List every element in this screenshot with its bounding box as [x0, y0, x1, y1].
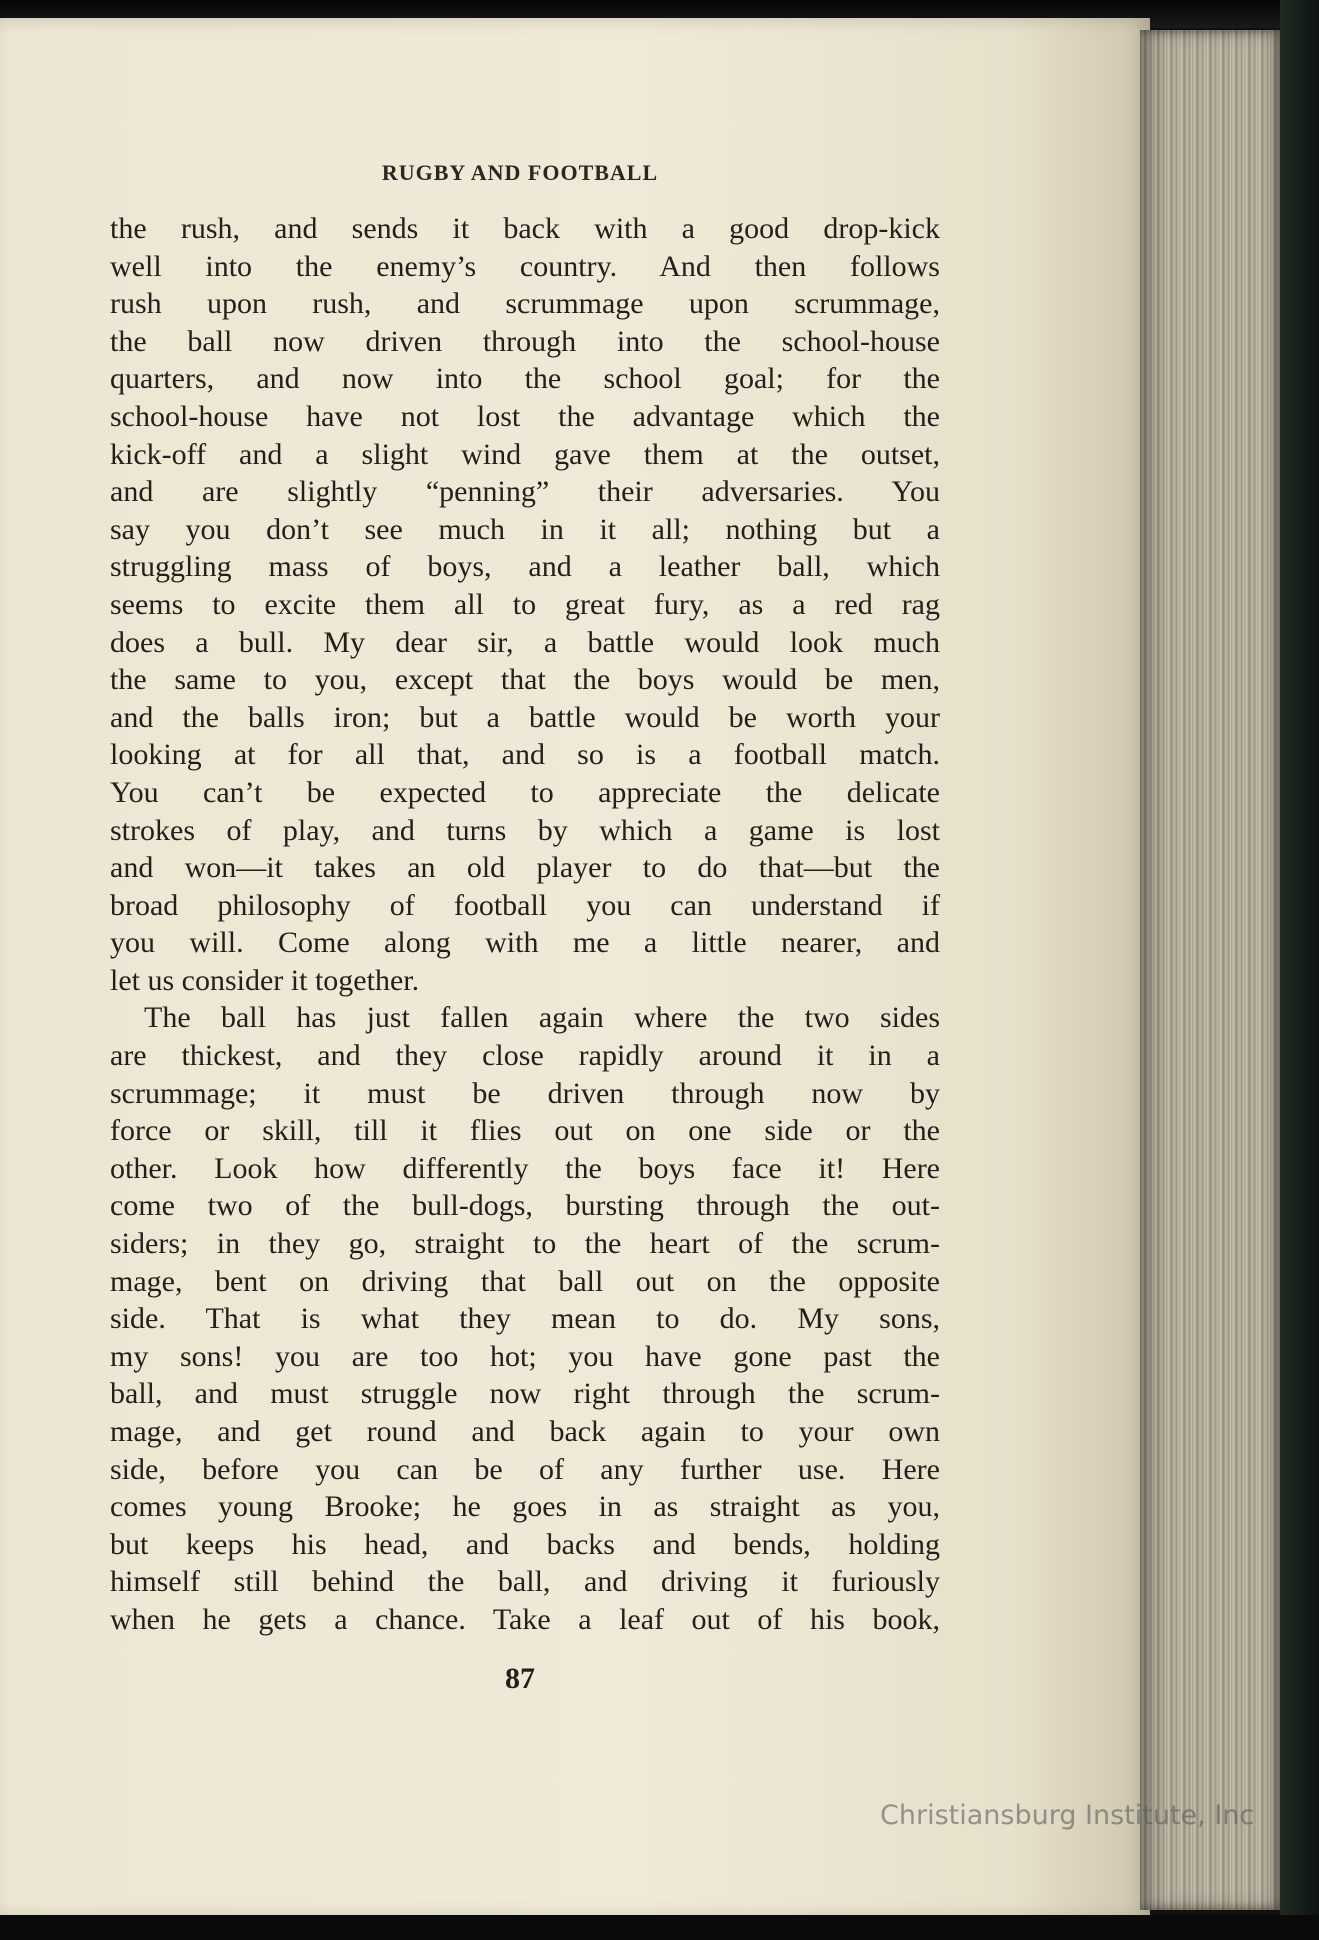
text-line: well into the enemy’s country. And then follows — [110, 249, 940, 283]
text-line: The ball has just fallen again where the two sides — [144, 1001, 940, 1035]
text-line: does a bull. My dear sir, a battle would look much — [110, 625, 940, 659]
text-line: the rush, and sends it back with a good drop-kick — [110, 212, 940, 245]
page-edges — [1140, 30, 1280, 1910]
text-line: side, before you can be of any further use. Here — [110, 1452, 940, 1486]
text-line: mage, bent on driving that ball out on the opposite — [110, 1264, 940, 1298]
text-line: let us consider it together. — [110, 963, 420, 997]
text-line: and the balls iron; but a battle would be worth your — [110, 700, 940, 734]
text-line: mage, and get round and back again to your own — [110, 1415, 940, 1448]
text-line: you will. Come along with me a little nearer, and — [110, 926, 940, 960]
text-line: quarters, and now into the school goal; for the — [110, 362, 940, 396]
text-line: ball, and must struggle now right through the scrum- — [110, 1377, 940, 1411]
text-line: come two of the bull-dogs, bursting through the out- — [110, 1189, 940, 1223]
text-line: kick-off and a slight wind gave them at the outset, — [110, 437, 940, 471]
page-number: 87 — [505, 1662, 535, 1695]
running-head: RUGBY AND FOOTBALL — [381, 160, 659, 185]
text-line: and won—it takes an old player to do that—but the — [110, 851, 940, 885]
book-cover-edge — [1280, 0, 1319, 1940]
text-line: and are slightly “penning” their adversaries. You — [110, 475, 940, 509]
text-line: force or skill, till it flies out on one side or the — [110, 1114, 940, 1148]
text-line: the same to you, except that the boys would be men, — [110, 663, 940, 697]
text-line: are thickest, and they close rapidly around it in a — [110, 1039, 940, 1073]
text-line: siders; in they go, straight to the heart of the scrum- — [110, 1227, 940, 1261]
text-line: broad philosophy of football you can understand if — [110, 888, 940, 922]
text-line: when he gets a chance. Take a leaf out of his book, — [110, 1602, 940, 1636]
text-line: my sons! you are too hot; you have gone past the — [110, 1339, 940, 1373]
text-line: himself still behind the ball, and driving it furiously — [110, 1565, 940, 1599]
text-line: comes young Brooke; he goes in as straight as you, — [110, 1490, 940, 1524]
text-line: but keeps his head, and backs and bends, holding — [110, 1527, 940, 1561]
text-line: looking at for all that, and so is a football match. — [110, 738, 940, 772]
text-line: strokes of play, and turns by which a game is lost — [110, 813, 940, 847]
text-line: the ball now driven through into the school-house — [110, 324, 940, 358]
text-line: You can’t be expected to appreciate the delicate — [110, 775, 940, 809]
text-line: scrummage; it must be driven through now by — [110, 1076, 940, 1110]
text-line: seems to excite them all to great fury, as a red rag — [110, 587, 940, 621]
body-text — [110, 210, 940, 1639]
text-line: side. That is what they mean to do. My sons, — [110, 1302, 940, 1336]
bottom-shadow — [0, 1915, 1319, 1940]
watermark: Christiansburg Institute, Inc — [880, 1800, 1255, 1831]
text-line: struggling mass of boys, and a leather ball, which — [110, 550, 940, 584]
text-line: say you don’t see much in it all; nothing but a — [110, 512, 940, 546]
text-line: rush upon rush, and scrummage upon scrummage, — [110, 287, 940, 321]
text-line: school-house have not lost the advantage which the — [110, 399, 940, 433]
text-line: other. Look how differently the boys face it! Here — [110, 1151, 940, 1185]
